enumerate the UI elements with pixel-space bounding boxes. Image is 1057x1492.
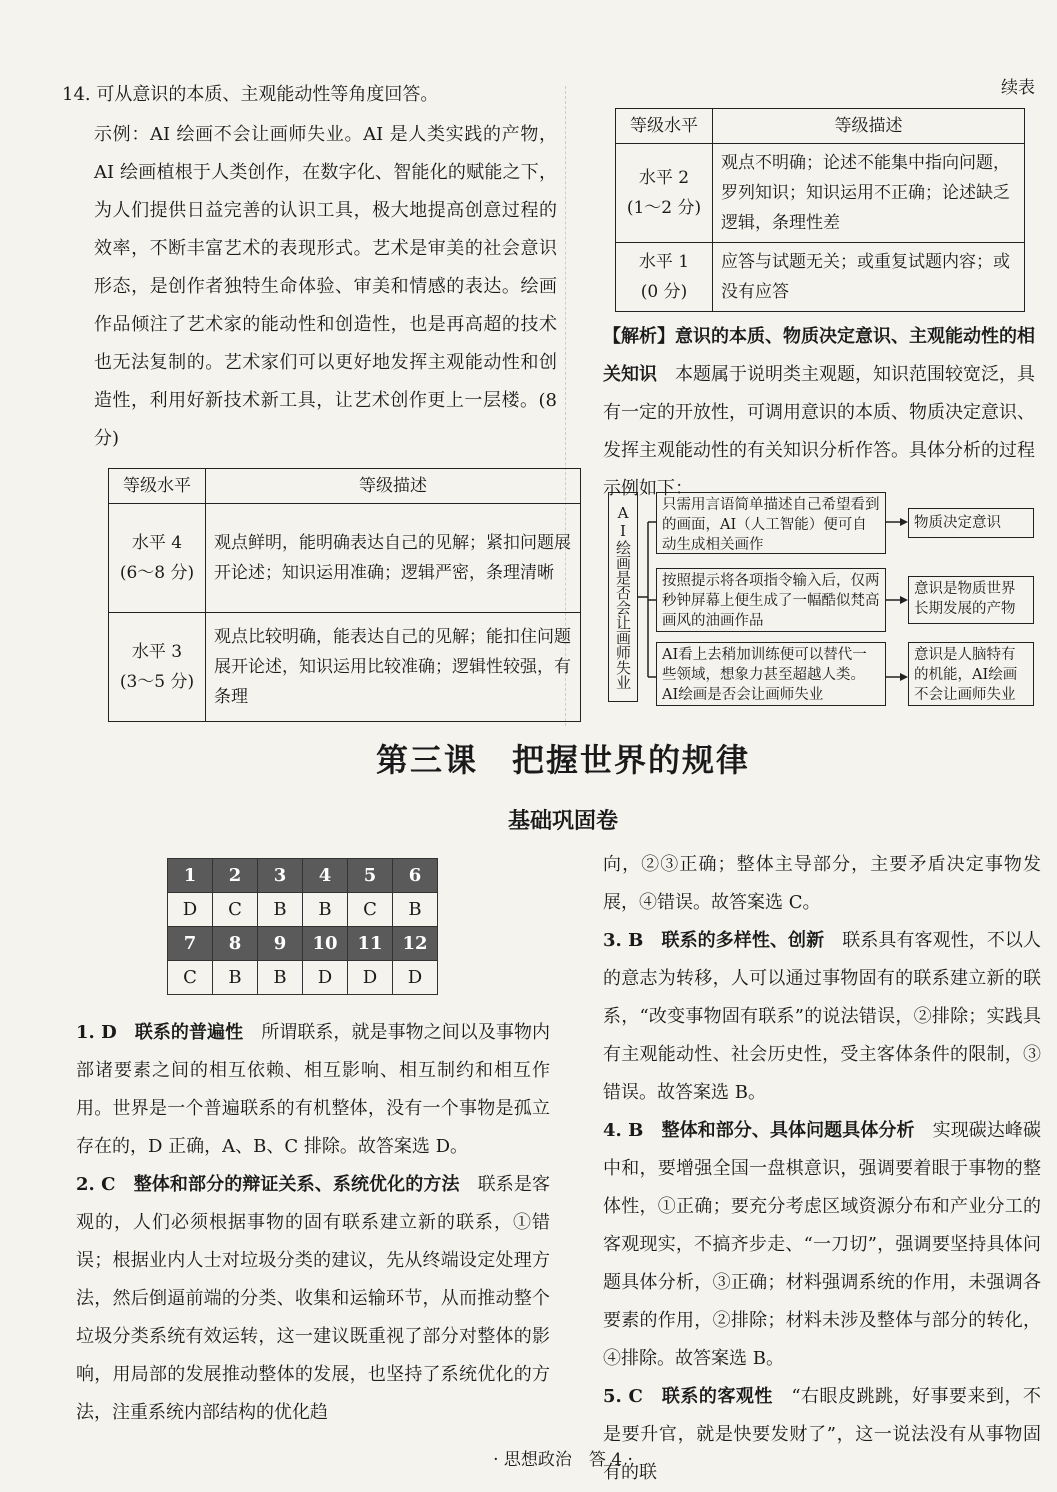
answer-letter-row [168, 961, 438, 995]
table-row [109, 504, 581, 613]
analysis-paragraph [603, 318, 1035, 508]
item-head: 3. B 联系的多样性、创新 [603, 930, 825, 951]
diagram-item-text: 按照提示将各项指令输入后，仅两秒钟屏幕上便生成了一幅酷似梵高画风的油画作品 [656, 568, 886, 632]
right-column-bottom [603, 846, 1041, 1492]
answer-letter: D [168, 893, 213, 927]
level-name: 水平 2 [638, 168, 690, 188]
item-body: 联系具有客观性，不以人的意志为转移，人可以通过事物固有的联系建立新的联系，“改变事物固有联系”的说法错误，②排除；实践具有主观能动性、社会历史性，受主客体条件的限制，③错误。故答案选 B。 [603, 930, 1041, 1103]
answer-number: 4 [303, 859, 348, 893]
answer-number: 3 [258, 859, 303, 893]
item-body: 所谓联系，就是事物之间以及事物内部诸要素之间的相互依赖、相互影响、相互制约和相互作用。世界是一个普遍联系的有机整体，没有一个事物是孤立存在的，D 正确，A、B、C 排除。故答案选 D。 [76, 1022, 551, 1157]
level-name: 水平 1 [638, 252, 690, 272]
level-score: (3～5 分) [119, 672, 195, 692]
table-header-desc: 等级描述 [206, 469, 581, 504]
item-body: 实现碳达峰碳中和，要增强全国一盘棋意识，强调要着眼于事物的整体性，①正确；要充分考虑区域资源分布和产业分工的客观现实，不搞齐步走、“一刀切”，强调要坚持具体问题具体分析，③正确；材料强调系统的作用，未强调各要素的作用，②排除；材料未涉及整体与部分的转化，④排除。故答案选 B。 [603, 1120, 1041, 1369]
answer-number: 10 [303, 927, 348, 961]
answer-letter: B [258, 961, 303, 995]
level-score: (6～8 分) [119, 563, 195, 583]
item-2-continued: 向，②③正确；整体主导部分，主要矛盾决定事物发展，④错误。故答案选 C。 [603, 854, 1041, 913]
item-body: “右眼皮跳跳，好事要来到，不是要升官，就是快要发财了”，这一说法没有从事物固有的联 [603, 1386, 1042, 1483]
answer-item-2 [76, 1166, 550, 1432]
analysis-keywords: 意识的本质、物质决定意识、主观能动性的相关知识 [603, 326, 1035, 385]
left-column-bottom [76, 1014, 550, 1432]
answer-number: 11 [348, 927, 393, 961]
table-row [616, 144, 1025, 243]
section-subtitle: 基础巩固卷 [507, 808, 618, 834]
answer-letter: B [258, 893, 303, 927]
answer-letter: C [213, 893, 258, 927]
answer-letter: B [213, 961, 258, 995]
answer-letter: D [348, 961, 393, 995]
diagram-item-result: 意识是物质世界长期发展的产物 [908, 576, 1034, 624]
item-head: 5. C 联系的客观性 [603, 1386, 773, 1407]
answer-letter: D [303, 961, 348, 995]
analysis-tag: 【解析】 [603, 326, 675, 347]
continued-label: 续表 [1001, 78, 1035, 98]
q14-head: 14. 可从意识的本质、主观能动性等角度回答。 [62, 84, 439, 105]
level-desc: 观点比较明确，能表达自己的见解；能扣住问题展开论述，知识运用比较准确；逻辑性较强，有条理 [206, 613, 581, 722]
q14-example: 示例：AI 绘画不会让画师失业。AI 是人类实践的产物，AI 绘画植根于人类创作，在数字化、智能化的赋能之下，为人们提供日益完善的认识工具，极大地提高创意过程的效率，不断丰富艺术的表现形式。艺术是审美的社会意识形态，是创作者独特生命体验、审美和情感的表达。绘画作品倾注了艺术家的能动性和创造性，也是再高超的技术也无法复制的。艺术家们可以更好地发挥主观能动性和创造性，利用好新技术新工具，让艺术创作更上一层楼。(8 分) [94, 124, 557, 449]
level-desc: 观点不明确；论述不能集中指向问题，罗列知识；知识运用不正确；论述缺乏逻辑，条理性差 [713, 144, 1025, 243]
diagram-title: AI绘画是否会让画师失业 [608, 492, 638, 702]
answer-item-3 [603, 922, 1041, 1112]
answer-letter: C [348, 893, 393, 927]
level-desc: 观点鲜明，能明确表达自己的见解；紧扣问题展开论述；知识运用准确；逻辑严密，条理清晰 [206, 504, 581, 613]
level-name: 水平 4 [131, 533, 183, 553]
table-row [109, 613, 581, 722]
diagram-item-result: 意识是人脑特有的机能，AI绘画不会让画师失业 [908, 642, 1034, 706]
answer-grid [167, 858, 438, 995]
answer-letter-row [168, 893, 438, 927]
level-name: 水平 3 [131, 642, 183, 662]
answer-number: 6 [393, 859, 438, 893]
left-column-top [62, 76, 571, 722]
table-header-level: 等级水平 [109, 469, 206, 504]
grading-table-right [615, 108, 1025, 312]
answer-number-row [168, 927, 438, 961]
grading-table-left [108, 468, 581, 722]
item-head: 4. B 整体和部分、具体问题具体分析 [603, 1120, 915, 1141]
item-head: 2. C 整体和部分的辩证关系、系统优化的方法 [76, 1174, 460, 1195]
answer-item-1 [76, 1014, 550, 1166]
table-row [616, 243, 1025, 312]
item-head: 1. D 联系的普遍性 [76, 1022, 244, 1043]
answer-number: 8 [213, 927, 258, 961]
answer-letter: B [303, 893, 348, 927]
answer-number: 9 [258, 927, 303, 961]
answer-number: 1 [168, 859, 213, 893]
answer-letter: B [393, 893, 438, 927]
page-footer: · 思想政治 答 4 · [493, 1450, 633, 1470]
answer-number: 2 [213, 859, 258, 893]
right-column-top [603, 76, 1035, 508]
answer-number-row [168, 859, 438, 893]
diagram-item-text: 只需用言语简单描述自己希望看到的画面，AI（人工智能）便可自动生成相关画作 [656, 492, 886, 554]
level-score: (0 分) [640, 282, 688, 302]
lesson-title: 第三课 把握世界的规律 [375, 741, 750, 779]
answer-number: 12 [393, 927, 438, 961]
analysis-diagram [608, 492, 1038, 707]
answer-item-5 [603, 1378, 1041, 1492]
level-score: (1～2 分) [626, 198, 702, 218]
answer-number: 7 [168, 927, 213, 961]
item-body: 联系是客观的，人们必须根据事物的固有联系建立新的联系，①错误；根据业内人士对垃圾分类的建议，先从终端设定处理方法，然后倒逼前端的分类、收集和运输环节，从而推动整个垃圾分类系统有效运转，这一建议既重视了部分对整体的影响，用局部的发展推动整体的发展，也坚持了系统优化的方法，注重系统内部结构的优化趋 [76, 1174, 551, 1423]
answer-letter: D [393, 961, 438, 995]
table-header-level: 等级水平 [616, 109, 713, 144]
level-desc: 应答与试题无关；或重复试题内容；或没有应答 [713, 243, 1025, 312]
analysis-body: 本题属于说明类主观题，知识范围较宽泛，具有一定的开放性，可调用意识的本质、物质决定意识、发挥主观能动性的有关知识分析作答。具体分析的过程示例如下： [603, 364, 1035, 499]
diagram-item-text: AI看上去稍加训练便可以替代一些领域，想象力甚至超越人类。AI绘画是否会让画师失业 [656, 642, 886, 706]
answer-letter: C [168, 961, 213, 995]
answer-number: 5 [348, 859, 393, 893]
table-header-desc: 等级描述 [713, 109, 1025, 144]
answer-item-4 [603, 1112, 1041, 1378]
diagram-item-result: 物质决定意识 [908, 508, 1034, 538]
